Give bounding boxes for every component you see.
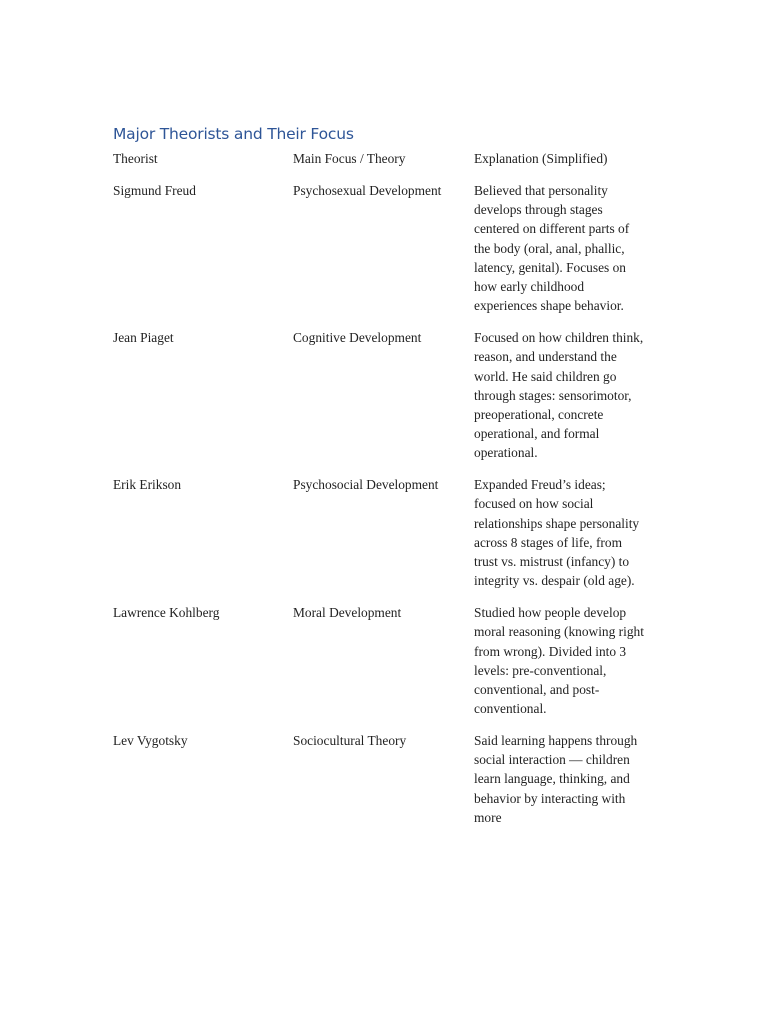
table-row [113,181,653,315]
section-heading: Major Theorists and Their Focus [113,125,354,143]
theory-focus: Psychosocial Development [293,477,439,493]
theorist-name: Lev Vygotsky [113,733,188,749]
theory-focus: Moral Development [293,605,402,621]
table-row [113,603,653,718]
header-explanation: Explanation (Simplified) [474,151,608,166]
theory-focus: Psychosexual Development [293,183,442,198]
table-row [113,475,653,590]
header-theorist: Theorist [113,151,158,166]
theory-explanation: Said learning happens through social interaction — children learn language, thinking, and behavior by interacting with more [474,733,638,825]
theorist-name: Sigmund Freud [113,183,196,198]
theory-focus: Cognitive Development [293,330,422,346]
table-row [113,731,653,827]
theory-explanation: Focused on how children think, reason, and understand the world. He said children go through stages: sensorimotor, preoperational, concrete operational, and formal operational. [474,330,644,461]
theorist-name: Jean Piaget [113,330,174,346]
theory-explanation: Studied how people develop moral reasoning (knowing right from wrong). Divided into 3 levels: pre-conventional, conventional, and post-conventional. [474,605,644,717]
theorist-name: Lawrence Kohlberg [113,605,220,621]
theorists-table [113,149,653,840]
header-main-focus: Main Focus / Theory [293,151,406,166]
theory-focus: Sociocultural Theory [293,733,407,749]
theorist-name: Erik Erikson [113,477,182,493]
table-header-row [113,149,653,181]
theory-explanation: Believed that personality develops through stages centered on different parts of the body (oral, anal, phallic, latency, genital). Focuses on how early childhood experiences shape behavior. [474,183,630,314]
table-row [113,328,653,462]
theory-explanation: Expanded Freud’s ideas; focused on how social relationships shape personality across 8 stages of life, from trust vs. mistrust (infancy) to integrity vs. despair (old age). [474,477,640,589]
